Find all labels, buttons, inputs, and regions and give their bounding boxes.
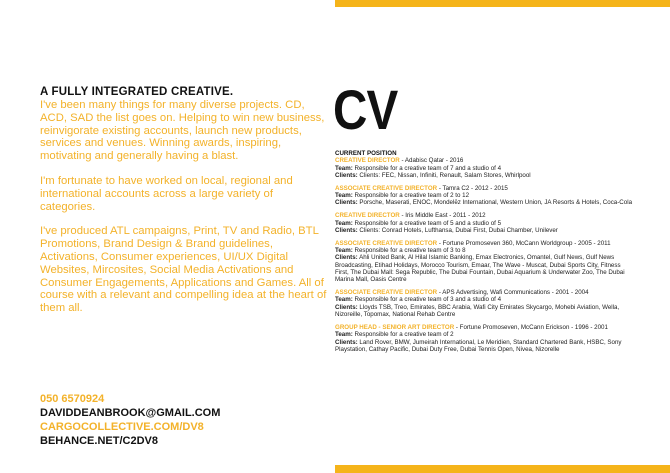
job-clients: Land Rover, BMW, Jumeirah International, Le Meridien, Standard Chartered Bank, HSBC, Sony Playstation, Cathay Pacific, Dubai Duty Free, Dubai Tennis Open, Nivea, Nizorelle [335, 338, 622, 353]
job-entry [335, 289, 635, 318]
job-team: Responsible for a creative team of 2 [352, 331, 454, 339]
job-role: CREATIVE DIRECTOR [335, 157, 400, 165]
cv-title: CV [333, 78, 398, 141]
intro-paragraph: I've produced ATL campaigns, Print, TV and Radio, BTL Promotions, Brand Design & Brand guidelines, Activations, Consumer experiences, UI/UX Digital Websites, Mircosites, Social Media Activations and Consumer Engagements, Applications and Games. All of course with a relevant and compelling idea at the heart of them all. [40, 225, 327, 315]
job-clients: Ahli United Bank, Al Hilal Islamic Banking, Emax Electronics, Omantel, Gulf News, Gulf News Broadcasting, Etihad Holidays, Morocco Tourism, Emaar, The Wave - Muscat, Dubai Sports City, Fitness First, The Dubai Mall: Sega Republic, The Dubai Fountain, Dubai Aquarium & Underwater Zoo, The Dubai Marina Mall, Oasis Centre [335, 254, 625, 284]
top-accent-bar [335, 0, 670, 7]
job-company: - APS Advertising, Wafi Communications - 2001 - 2004 [437, 289, 589, 297]
job-company: - Fortune Promoseven, McCann Erickson - 1996 - 2001 [454, 323, 608, 331]
team-label: Team: [335, 192, 353, 200]
job-entry [335, 157, 635, 179]
job-company: - Adabisc Qatar - 2016 [399, 157, 464, 165]
job-company: - Tamra C2 - 2012 - 2015 [437, 184, 508, 192]
job-team: Responsible for a creative team of 5 and a studio of 5 [352, 219, 502, 227]
team-label: Team: [335, 331, 353, 339]
job-clients: Porsche, Maserati, ENOC, Mondelēz International, Western Union, JA Resorts & Hotels, Coca-Cola [357, 199, 633, 207]
team-label: Team: [335, 296, 353, 304]
bottom-accent-bar [335, 465, 670, 473]
job-team: Responsible for a creative team of 7 and a studio of 4 [352, 164, 502, 172]
job-clients: Clients: Conrad Hotels, Lufthansa, Dubai First, Dubai Chamber, Unilever [357, 226, 558, 234]
job-clients: Lloyds TSB, Treo, Emirates, BBC Arabia, Wafi City Emirates Skycargo, Mohebi Aviation, Wella, Nizoreille, Topomax, National Rehab Centre [335, 303, 620, 319]
clients-label: Clients: [335, 199, 358, 207]
job-company: - Iris Middle East - 2011 - 2012 [399, 212, 486, 220]
phone-number[interactable]: 050 6570924 [40, 393, 105, 405]
cargo-link[interactable]: CARGOCOLLECTIVE.COM/DV8 [40, 421, 204, 433]
intro-paragraph: I've been many things for many diverse projects. CD, ACD, SAD the list goes on. Helping to win new business, reinvigorate existing accounts, launch new products, services and venues. Winning awards, inspiring, motivating and generally having a blast. [40, 99, 325, 163]
clients-label: Clients: [335, 303, 358, 311]
email-link[interactable]: DAVIDDEANBROOK@GMAIL.COM [40, 407, 221, 419]
job-entry [335, 185, 635, 207]
job-entry [335, 324, 635, 353]
team-label: Team: [335, 219, 353, 227]
cv-section [335, 150, 635, 359]
job-clients: Clients: FEC, Nissan, Infiniti, Renault, Salam Stores, Whirlpool [357, 171, 531, 179]
job-role: ASSOCIATE CREATIVE DIRECTOR [335, 184, 438, 192]
clients-label: Clients: [335, 171, 358, 179]
job-team: Responsible for a creative team of 2 to 12 [352, 192, 470, 200]
job-entry [335, 212, 635, 234]
clients-label: Clients: [335, 226, 358, 234]
intro-paragraph: I'm fortunate to have worked on local, regional and international accounts across a large variety of categories. [40, 174, 293, 213]
intro-section [40, 86, 330, 327]
intro-headline: A FULLY INTEGRATED CREATIVE. [40, 86, 234, 98]
job-team: Responsible for a creative team of 3 to 8 [352, 247, 466, 255]
job-role: CREATIVE DIRECTOR [335, 212, 400, 220]
job-company: - Fortune Promoseven 360, McCann Worldgroup - 2005 - 2011 [437, 239, 611, 247]
team-label: Team: [335, 164, 353, 172]
current-position-heading: CURRENT POSITION [335, 150, 397, 157]
job-role: GROUP HEAD - SENIOR ART DIRECTOR [335, 323, 455, 331]
job-role: ASSOCIATE CREATIVE DIRECTOR [335, 289, 438, 297]
clients-label: Clients: [335, 338, 358, 346]
behance-link[interactable]: BEHANCE.NET/C2DV8 [40, 435, 158, 447]
job-role: ASSOCIATE CREATIVE DIRECTOR [335, 239, 438, 247]
team-label: Team: [335, 247, 353, 255]
job-team: Responsible for a creative team of 3 and a studio of 4 [352, 296, 502, 304]
contact-block [40, 392, 330, 448]
job-entry [335, 240, 635, 284]
clients-label: Clients: [335, 254, 358, 262]
